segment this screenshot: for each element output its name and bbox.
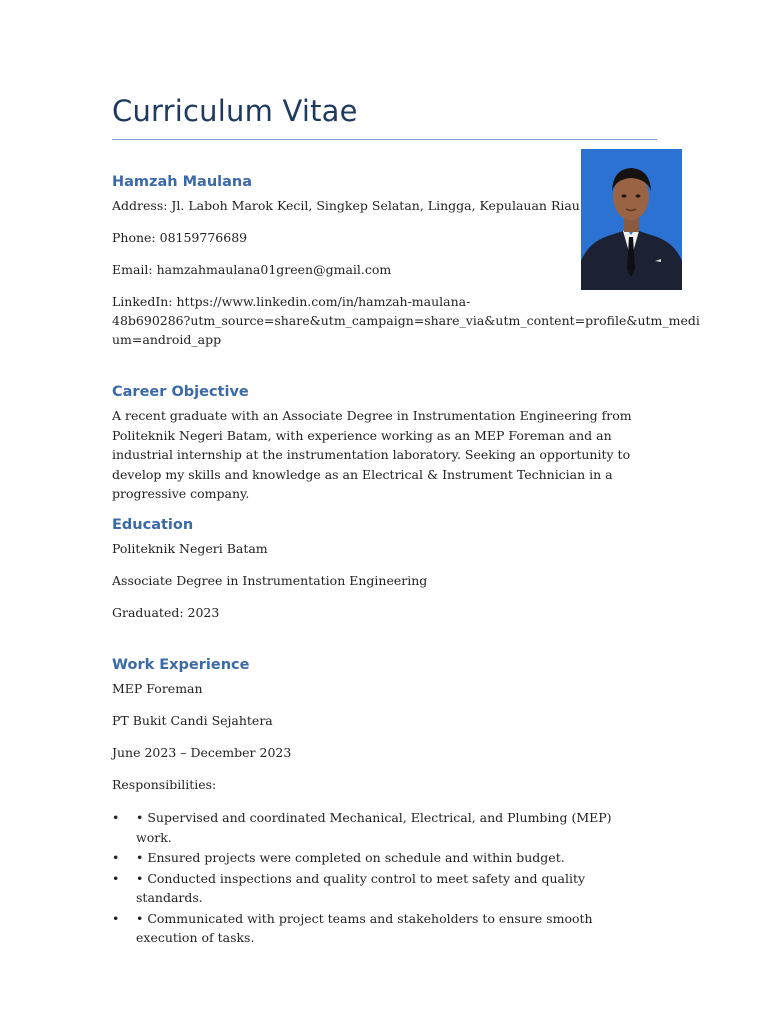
list-item-text: • Ensured projects were completed on schedule and within budget. xyxy=(136,850,565,865)
education-degree: Associate Degree in Instrumentation Engineering xyxy=(112,573,428,588)
profile-photo xyxy=(581,149,682,290)
document-title: Curriculum Vitae xyxy=(112,94,358,128)
job-period: June 2023 – December 2023 xyxy=(112,745,292,760)
bullet-icon: • xyxy=(112,870,120,886)
title-divider xyxy=(112,139,657,140)
bullet-icon: • xyxy=(112,850,120,865)
career-objective-heading: Career Objective xyxy=(112,384,249,400)
education-heading: Education xyxy=(112,517,194,533)
education-graduated: Graduated: 2023 xyxy=(112,605,220,620)
list-item xyxy=(112,848,642,868)
work-experience-heading: Work Experience xyxy=(112,657,250,673)
list-item xyxy=(112,909,642,948)
list-item-text: • Supervised and coordinated Mechanical, Electrical, and Plumbing (MEP) work. xyxy=(136,810,612,845)
career-objective-text: A recent graduate with an Associate Degree in Instrumentation Engineering from Politeknik Negeri Batam, with experience working as an MEP Foreman and an industrial internship at the instrumentation laboratory. Seeking an opportunity to develop my skills and knowledge as an Electrical & Instrument Technician in a progressive company. xyxy=(112,408,632,501)
linkedin-line-2: 48b690286?utm_source=share&utm_campaign=share_via&utm_content=profile&utm_medi xyxy=(112,313,700,328)
bullet-icon: • xyxy=(112,910,120,926)
list-item xyxy=(112,869,642,908)
education-institution: Politeknik Negeri Batam xyxy=(112,541,268,556)
email-line: Email: hamzahmaulana01green@gmail.com xyxy=(112,262,392,277)
job-role: MEP Foreman xyxy=(112,681,203,696)
bullet-icon: • xyxy=(112,810,120,825)
responsibilities-list xyxy=(112,808,642,949)
responsibilities-label: Responsibilities: xyxy=(112,777,217,792)
job-company: PT Bukit Candi Sejahtera xyxy=(112,713,273,728)
list-item xyxy=(112,808,642,847)
list-item-text: • Communicated with project teams and stakeholders to ensure smooth execution of tasks. xyxy=(136,910,593,945)
linkedin-line-3: um=android_app xyxy=(112,332,222,347)
phone-line: Phone: 08159776689 xyxy=(112,230,248,245)
candidate-name: Hamzah Maulana xyxy=(112,174,253,190)
linkedin-line-1: LinkedIn: https://www.linkedin.com/in/hamzah-maulana- xyxy=(112,294,471,309)
list-item-text: • Conducted inspections and quality control to meet safety and quality standards. xyxy=(136,870,586,905)
address-line: Address: Jl. Laboh Marok Kecil, Singkep Selatan, Lingga, Kepulauan Riau xyxy=(112,198,580,213)
